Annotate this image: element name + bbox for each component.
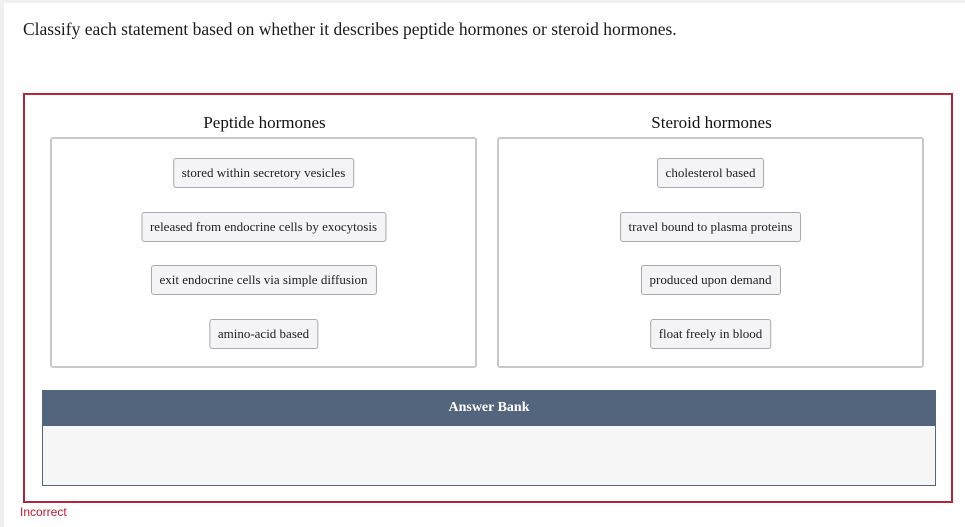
classification-area bbox=[23, 93, 953, 503]
draggable-answer-chip[interactable]: stored within secretory vesicles bbox=[173, 158, 355, 188]
peptide-column-title: Peptide hormones bbox=[203, 113, 326, 132]
draggable-answer-chip[interactable]: float freely in blood bbox=[650, 319, 772, 349]
answer-bank-header: Answer Bank bbox=[42, 390, 936, 426]
answer-bank bbox=[42, 390, 936, 486]
answer-bank-drop-zone[interactable] bbox=[42, 426, 936, 486]
draggable-answer-chip[interactable]: travel bound to plasma proteins bbox=[620, 212, 802, 242]
question-page bbox=[4, 3, 965, 527]
draggable-answer-chip[interactable]: produced upon demand bbox=[640, 265, 780, 295]
draggable-answer-chip[interactable]: exit endocrine cells via simple diffusion bbox=[150, 265, 376, 295]
steroid-drop-zone[interactable] bbox=[497, 137, 924, 368]
draggable-answer-chip[interactable]: released from endocrine cells by exocytosis bbox=[141, 212, 386, 242]
draggable-answer-chip[interactable]: amino-acid based bbox=[209, 319, 318, 349]
status-message: Incorrect bbox=[20, 505, 67, 519]
draggable-answer-chip[interactable]: cholesterol based bbox=[657, 158, 765, 188]
peptide-drop-zone[interactable] bbox=[50, 137, 477, 368]
question-prompt: Classify each statement based on whether it describes peptide hormones or steroid hormones. bbox=[23, 19, 677, 39]
steroid-column-title: Steroid hormones bbox=[651, 113, 772, 132]
